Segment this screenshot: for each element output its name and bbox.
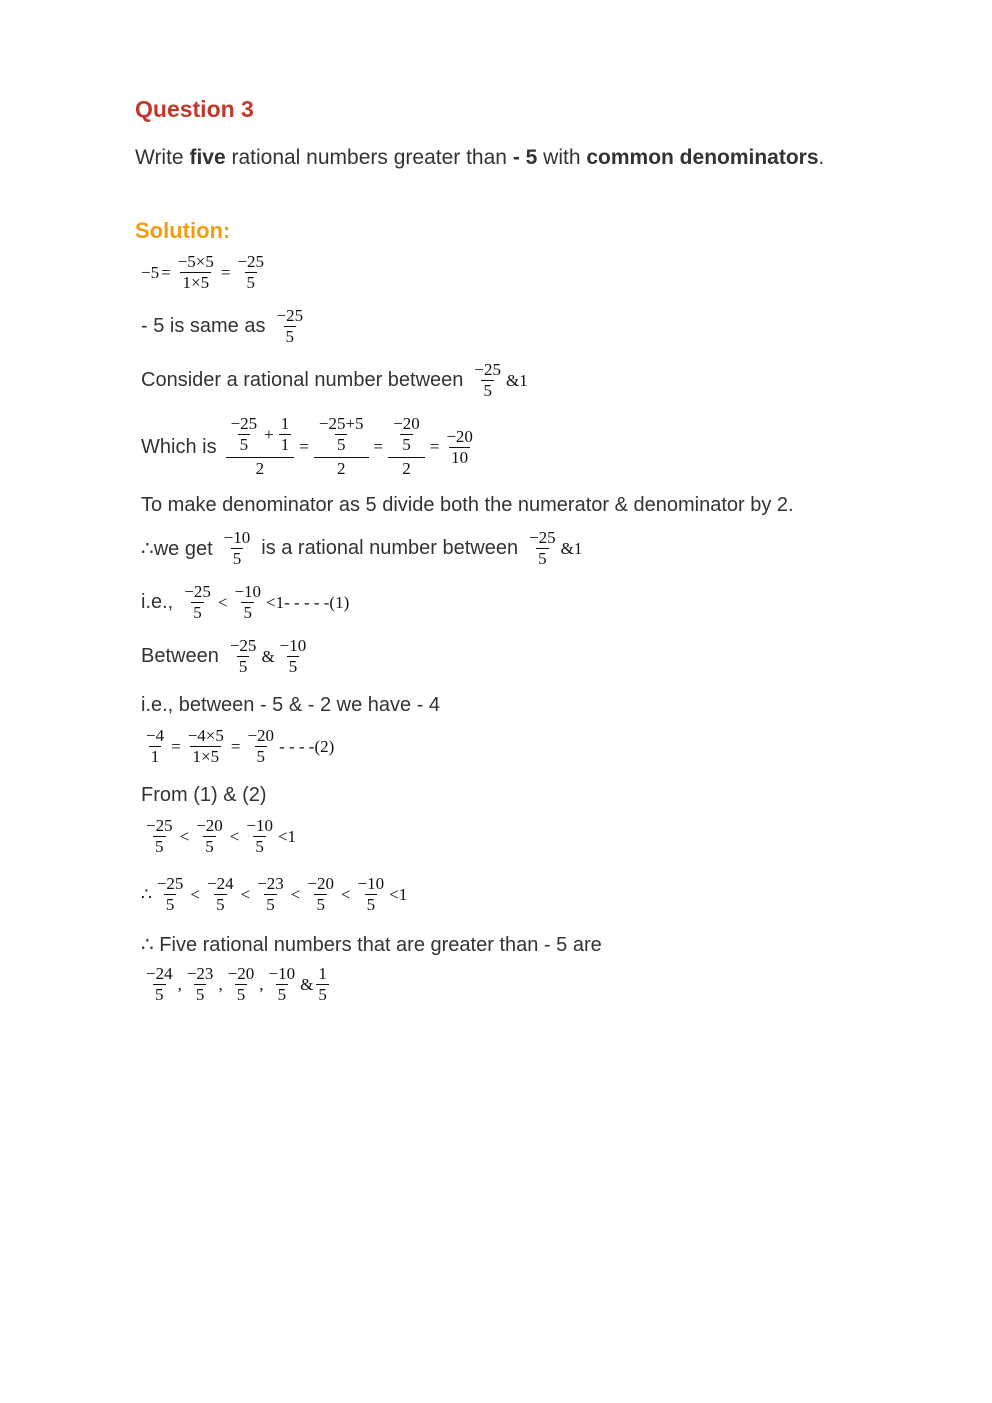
between-line: Between $\frac{-25}{5}$ & $\frac{-10}{5}$ [141,636,307,676]
from-line: From (1) & (2) [141,784,267,806]
between-text-line: i.e., between - 5 & - 2 we have - 4 [141,694,441,716]
ie-inequality-1: i.e., $\frac{-25}{5}$ < $\frac{-10}{5}$ <1 - - - - -(1) [141,582,350,622]
equation-minus4: $\frac{-4}{1}$ = $\frac{-4\times 5}{1\times 5}$ = $\frac{-20}{5}$ - - - -(2) [146,726,335,766]
question-title: Question 3 [135,96,254,122]
question-text: Write five rational numbers greater than - 5 with common denominators. [135,146,825,169]
inequality-chain-1: $\frac{-25}{5}$ < $\frac{-20}{5}$ < $\frac{-10}{5}$ <1 [146,816,297,856]
equation-minus5-as-fraction: −5 = $\frac{-5\times 5}{1\times 5}$ = $\frac{-25}{5}$ [141,252,265,292]
solution-title: Solution: [135,218,231,243]
same-as-line: - 5 is same as $\frac{-25}{5}$ [141,306,304,346]
which-is-line: Which is $\frac{-25}{5}$ + $\frac{1}{1}$ 2 = $\frac{\frac{-25+5}{5}}{2}$ = $\frac{\frac{-20}{5}}{2}$ = $\frac{-20}{10}$ [141,414,473,478]
make-denominator-line: To make denominator as 5 divide both the numerator & denominator by 2. [141,494,794,516]
five-numbers-statement: ∴ Five rational numbers that are greater than - 5 are [141,934,602,956]
final-answer: $\frac{-24}{5}$ , $\frac{-23}{5}$ , $\frac{-20}{5}$ , $\frac{-10}{5}$ & $\frac{1}{5}$ [146,964,327,1004]
inequality-chain-2: ∴ $\frac{-25}{5}$ < $\frac{-24}{5}$ < $\frac{-23}{5}$ < $\frac{-20}{5}$ < $\frac{-10}{5}$ <1 [141,874,408,914]
we-get-line: ∴we get $\frac{-10}{5}$ is a rational number between $\frac{-25}{5}$ &1 [141,528,583,568]
consider-line: Consider a rational number between $\frac{-25}{5}$ &1 [141,360,528,400]
